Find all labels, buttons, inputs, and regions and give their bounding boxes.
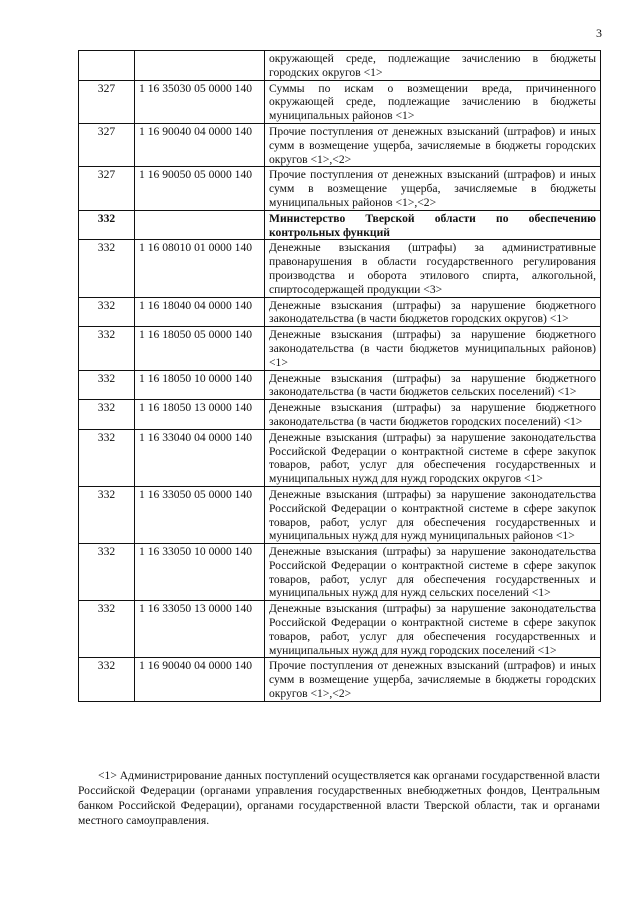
table-row [79, 167, 601, 210]
table-row [79, 658, 601, 701]
administrator-code-cell: 332 [79, 658, 135, 701]
budget-classification-code-cell: 1 16 18040 04 0000 140 [135, 297, 265, 327]
budget-classification-code-cell: 1 16 18050 10 0000 140 [135, 370, 265, 400]
table-row [79, 544, 601, 601]
budget-classification-code-cell: 1 16 33050 10 0000 140 [135, 544, 265, 601]
budget-classification-code-cell: 1 16 18050 05 0000 140 [135, 327, 265, 370]
footnote: <1> Администрирование данных поступлений осуществляется как органами государственной власти Российской Федерации (органами управления государственных внебюджетных фондов, Центральным банком Российской Федерации), органами государственной власти Тверской области, так и органами местного самоуправления. [78, 769, 600, 827]
budget-classification-code-cell: 1 16 35030 05 0000 140 [135, 80, 265, 123]
revenue-name-cell: Денежные взыскания (штрафы) за нарушение бюджетного законодательства (в части бюджетов муниципальных районов) <1> [265, 327, 601, 370]
administrator-code-cell: 332 [79, 240, 135, 297]
budget-classification-code-cell: 1 16 33040 04 0000 140 [135, 429, 265, 486]
revenue-name-cell: Денежные взыскания (штрафы) за нарушение бюджетного законодательства (в части бюджетов сельских поселений) <1> [265, 370, 601, 400]
administrator-code-cell: 332 [79, 370, 135, 400]
revenue-name-cell: Денежные взыскания (штрафы) за нарушение бюджетного законодательства (в части бюджетов городских поселений) <1> [265, 400, 601, 430]
table-row [79, 429, 601, 486]
revenue-name-cell: Денежные взыскания (штрафы) за нарушение законодательства Российской Федерации о контрактной системе в сфере закупок товаров, работ, услуг для обеспечения государственных и муниципальных нужд для нужд муниципальных районов <1> [265, 486, 601, 543]
revenue-name-cell: Прочие поступления от денежных взысканий (штрафов) и иных сумм в возмещение ущерба, зачисляемые в бюджеты муниципальных районов <1>,<2> [265, 167, 601, 210]
table-row [79, 80, 601, 123]
administrator-code-cell: 332 [79, 544, 135, 601]
revenue-name-cell: Суммы по искам о возмещении вреда, причиненного окружающей среде, подлежащие зачислению в бюджеты муниципальных районов <1> [265, 80, 601, 123]
administrator-code-cell: 332 [79, 429, 135, 486]
administrator-code-cell: 332 [79, 486, 135, 543]
page-number: 3 [596, 26, 602, 40]
revenue-name-cell: Прочие поступления от денежных взысканий (штрафов) и иных сумм в возмещение ущерба, зачисляемые в бюджеты городских округов <1>,<2> [265, 658, 601, 701]
administrator-code-cell: 327 [79, 123, 135, 166]
budget-classification-code-cell: 1 16 90040 04 0000 140 [135, 658, 265, 701]
revenue-name-cell: Денежные взыскания (штрафы) за нарушение законодательства Российской Федерации о контрактной системе в сфере закупок товаров, работ, услуг для обеспечения государственных и муниципальных нужд для нужд городских поселений <1> [265, 601, 601, 658]
table-row [79, 400, 601, 430]
budget-classification-code-cell: 1 16 90050 05 0000 140 [135, 167, 265, 210]
administrator-code-cell: 332 [79, 297, 135, 327]
table-row [79, 51, 601, 81]
administrator-code-cell: 332 [79, 210, 135, 240]
table-row [79, 327, 601, 370]
administrator-code-cell: 332 [79, 327, 135, 370]
administrator-code-cell: 327 [79, 167, 135, 210]
administrator-code-cell: 332 [79, 601, 135, 658]
budget-classification-code-cell: 1 16 33050 05 0000 140 [135, 486, 265, 543]
revenue-name-cell: Министерство Тверской области по обеспечению контрольных функций [265, 210, 601, 240]
table-row [79, 297, 601, 327]
table-row [79, 123, 601, 166]
revenue-name-cell: Денежные взыскания (штрафы) за нарушение законодательства Российской Федерации о контрактной системе в сфере закупок товаров, работ, услуг для обеспечения государственных и муниципальных нужд для нужд сельских поселений <1> [265, 544, 601, 601]
table-row [79, 601, 601, 658]
table-row [79, 240, 601, 297]
administrator-code-cell: 327 [79, 80, 135, 123]
administrator-code-cell [79, 51, 135, 81]
budget-classification-code-cell: 1 16 18050 13 0000 140 [135, 400, 265, 430]
revenue-name-cell: Прочие поступления от денежных взысканий (штрафов) и иных сумм в возмещение ущерба, зачисляемые в бюджеты городских округов <1>,<2> [265, 123, 601, 166]
table-row [79, 486, 601, 543]
table-row [79, 370, 601, 400]
revenue-name-cell: Денежные взыскания (штрафы) за нарушение бюджетного законодательства (в части бюджетов городских округов) <1> [265, 297, 601, 327]
budget-classification-code-cell [135, 51, 265, 81]
budget-classification-code-cell: 1 16 33050 13 0000 140 [135, 601, 265, 658]
budget-revenue-table [78, 50, 601, 702]
budget-classification-code-cell [135, 210, 265, 240]
administrator-code-cell: 332 [79, 400, 135, 430]
budget-classification-code-cell: 1 16 90040 04 0000 140 [135, 123, 265, 166]
table-body [79, 51, 601, 702]
table-row-ministry-header [79, 210, 601, 240]
budget-classification-code-cell: 1 16 08010 01 0000 140 [135, 240, 265, 297]
revenue-name-cell: Денежные взыскания (штрафы) за административные правонарушения в области государственного регулирования производства и оборота этилового спирта, алкогольной, спиртосодержащей продукции <3> [265, 240, 601, 297]
revenue-name-cell: окружающей среде, подлежащие зачислению в бюджеты городских округов <1> [265, 51, 601, 81]
revenue-name-cell: Денежные взыскания (штрафы) за нарушение законодательства Российской Федерации о контрактной системе в сфере закупок товаров, работ, услуг для обеспечения государственных и муниципальных нужд для нужд городских округов <1> [265, 429, 601, 486]
